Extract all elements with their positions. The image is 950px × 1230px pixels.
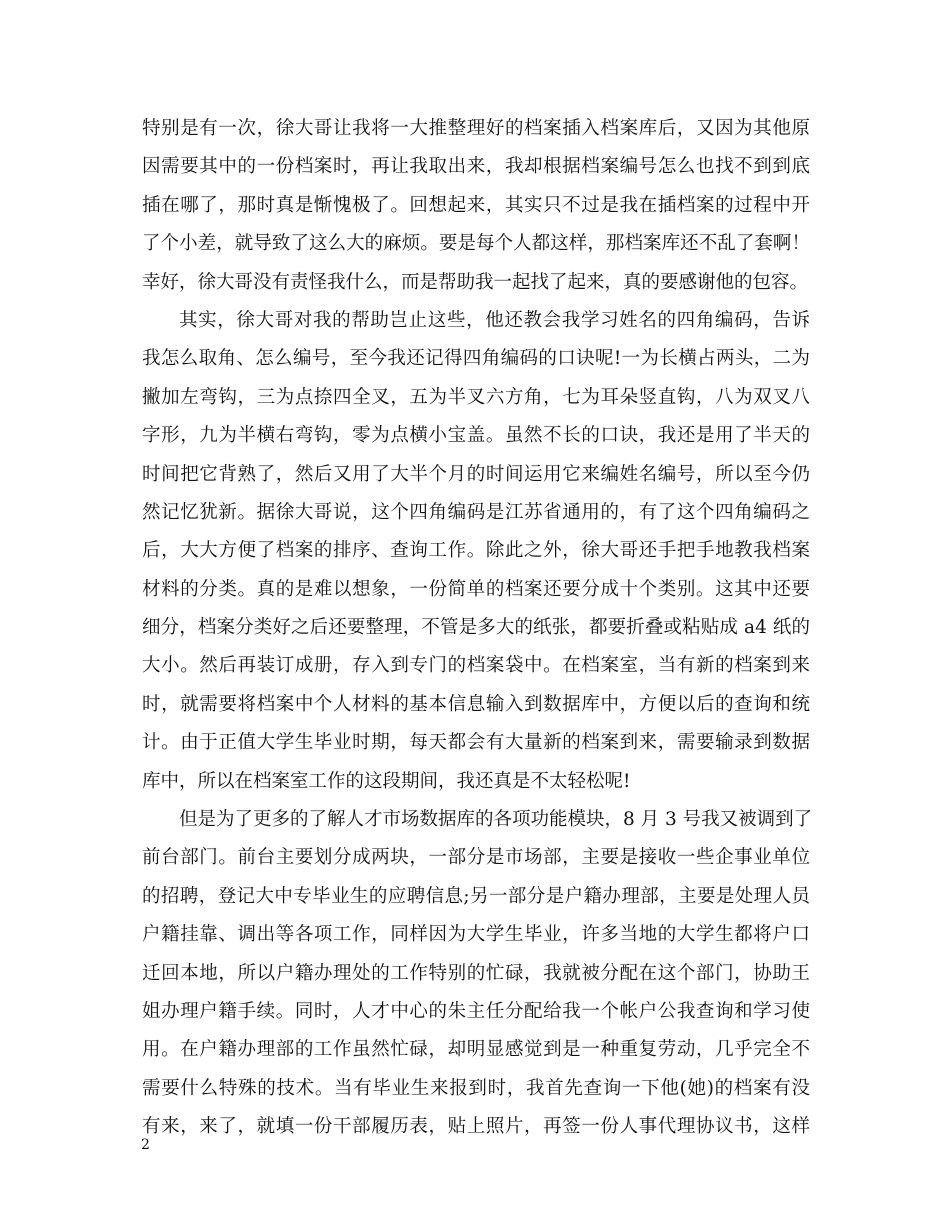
text-line: 有来，来了，就填一份干部履历表，贴上照片，再签一份人事代理协议书，这样: [142, 1116, 810, 1138]
text-line: 但是为了更多的了解人才市场数据库的各项功能模块，8 月 3 号我又被调到了: [179, 809, 813, 831]
text-line: 时间把它背熟了，然后又用了大半个月的时间运用它来编姓名编号，所以至今仍: [142, 463, 810, 485]
text-line: 后，大大方便了档案的排序、查询工作。除此之外，徐大哥还手把手地教我档案: [142, 540, 810, 562]
text-line: 细分，档案分类好之后还要整理，不管是多大的纸张，都要折叠或粘贴成 a4 纸的: [142, 617, 810, 639]
text-line: 了个小差，就导致了这么大的麻烦。要是每个人都这样，那档案库还不乱了套啊！: [142, 233, 810, 255]
text-line: 时，就需要将档案中个人材料的基本信息输入到数据库中，方便以后的查询和统: [142, 693, 810, 715]
page-number: 2: [141, 1137, 150, 1153]
text-line: 幸好，徐大哥没有责怪我什么，而是帮助我一起找了起来，真的要感谢他的包容。: [142, 271, 809, 293]
text-line: 因需要其中的一份档案时，再让我取出来，我却根据档案编号怎么也找不到到底: [142, 156, 810, 178]
text-line: 材料的分类。真的是难以想象，一份简单的档案还要分成十个类别。这其中还要: [142, 578, 810, 600]
text-line: 需要什么特殊的技术。当有毕业生来报到时，我首先查询一下他(她)的档案有没: [142, 1077, 810, 1099]
text-line: 我怎么取角、怎么编号，至今我还记得四角编码的口诀呢!一为长横占两头，二为: [142, 348, 810, 370]
text-line: 迁回本地，所以户籍办理处的工作特别的忙碌，我就被分配在这个部门，协助王: [142, 962, 810, 984]
text-line: 特别是有一次，徐大哥让我将一大推整理好的档案插入档案库后，又因为其他原: [142, 118, 810, 139]
text-line: 然记忆犹新。据徐大哥说，这个四角编码是江苏省通用的，有了这个四角编码之: [142, 501, 810, 523]
text-line: 用。在户籍办理部的工作虽然忙碌，却明显感觉到是一种重复劳动，几乎完全不: [142, 1039, 810, 1061]
text-line: 前台部门。前台主要划分成两块，一部分是市场部，主要是接收一些企事业单位: [142, 847, 810, 869]
body-text: [142, 110, 813, 1147]
text-line: 户籍挂靠、调出等各项工作，同样因为大学生毕业，许多当地的大学生都将户口: [142, 924, 810, 946]
text-line: 的招聘，登记大中专毕业生的应聘信息;另一部分是户籍办理部，主要是处理人员: [142, 885, 810, 907]
text-line: 插在哪了，那时真是惭愧极了。回想起来，其实只不过是我在插档案的过程中开: [142, 194, 810, 216]
text-line: 撇加左弯钩，三为点捺四全叉，五为半叉六方角，七为耳朵竖直钩，八为双叉八: [142, 386, 810, 408]
text-line: 字形，九为半横右弯钩，零为点横小宝盖。虽然不长的口诀，我还是用了半天的: [142, 425, 810, 447]
text-line: 计。由于正值大学生毕业时期，每天都会有大量新的档案到来，需要输录到数据: [142, 732, 810, 754]
text-line: 库中，所以在档案室工作的这段期间，我还真是不太轻松呢!: [142, 770, 631, 792]
text-line: 姐办理户籍手续。同时，人才中心的朱主任分配给我一个帐户公我查询和学习使: [142, 1000, 810, 1022]
text-line: 其实，徐大哥对我的帮助岂止这些，他还教会我学习姓名的四角编码，告诉: [179, 309, 810, 331]
text-line: 大小。然后再装订成册，存入到专门的档案袋中。在档案室，当有新的档案到来: [142, 655, 810, 677]
